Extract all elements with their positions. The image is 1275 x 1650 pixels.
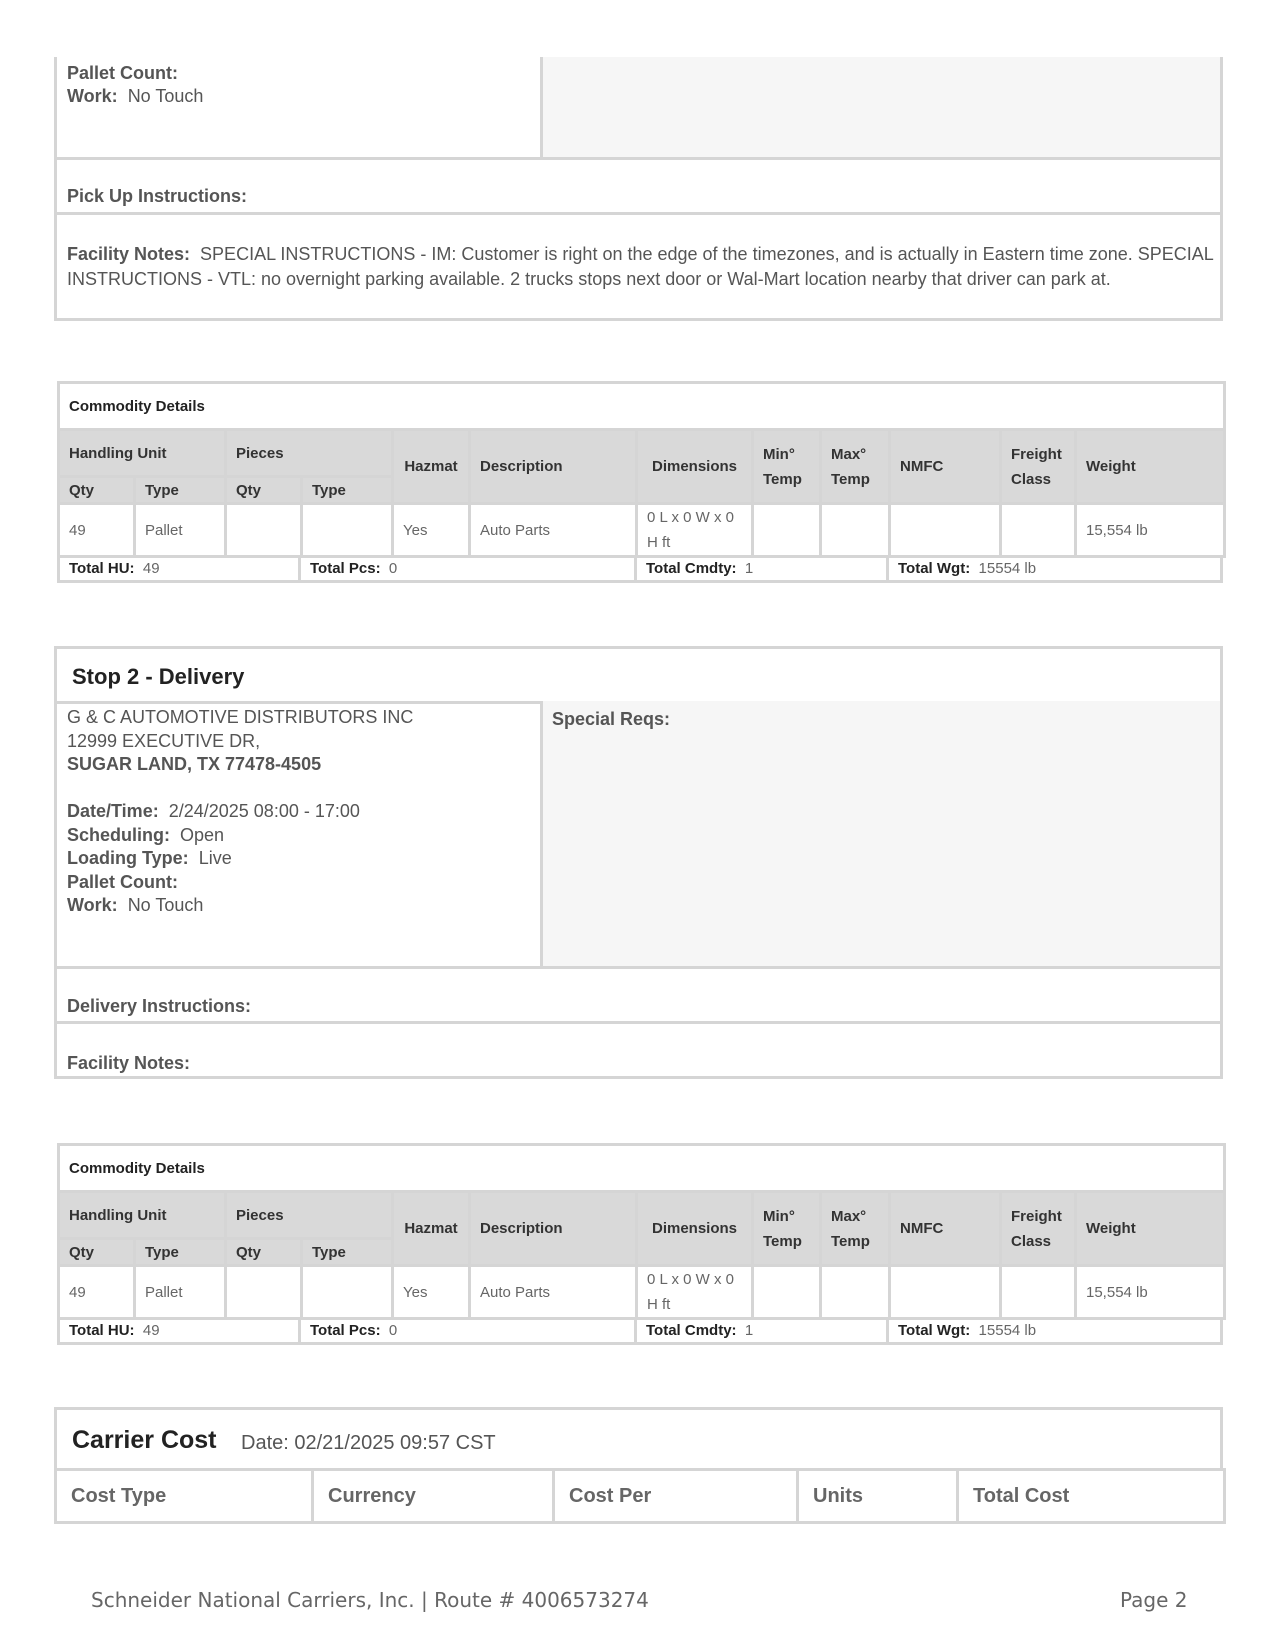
pcs-type-cell xyxy=(302,1266,393,1319)
loading-type-value: Live xyxy=(198,848,232,868)
total-cost-header: Total Cost xyxy=(958,1470,1225,1523)
work-label: Work: xyxy=(67,86,118,106)
pcs-qty-header: Qty xyxy=(226,1239,302,1266)
special-reqs-label: Special Reqs: xyxy=(552,709,671,729)
pcs-type-header: Type xyxy=(302,477,393,504)
freight-class-header: Freight Class xyxy=(1001,430,1076,504)
hu-qty-header: Qty xyxy=(59,477,135,504)
nmfc-cell xyxy=(890,504,1001,557)
hazmat-header: Hazmat xyxy=(393,430,470,504)
hu-type-cell: Pallet xyxy=(135,504,226,557)
hazmat-cell: Yes xyxy=(393,1266,470,1319)
total-pcs: Total Pcs: 0 xyxy=(298,555,637,583)
pallet-count-label: Pallet Count: xyxy=(67,63,178,83)
hu-qty-header: Qty xyxy=(59,1239,135,1266)
description-header: Description xyxy=(470,1192,637,1266)
footer-route: Schneider National Carriers, Inc. | Route # 4006573274 xyxy=(91,1588,649,1612)
work-value: No Touch xyxy=(127,895,204,915)
commodity-title: Commodity Details xyxy=(59,1145,1225,1192)
description-cell: Auto Parts xyxy=(470,504,637,557)
total-pcs: Total Pcs: 0 xyxy=(298,1317,637,1345)
hu-type-header: Type xyxy=(135,477,226,504)
max-temp-header: Max° Temp xyxy=(821,1192,890,1266)
city-state-zip: SUGAR LAND, TX 77478-4505 xyxy=(67,754,322,774)
company-name: G & C AUTOMOTIVE DISTRIBUTORS INC xyxy=(67,707,414,727)
hu-qty-cell: 49 xyxy=(59,504,135,557)
stop2-address xyxy=(67,706,413,918)
pcs-qty-cell xyxy=(226,1266,302,1319)
min-temp-cell xyxy=(753,1266,821,1319)
max-temp-cell xyxy=(821,1266,890,1319)
units-header: Units xyxy=(798,1470,958,1523)
total-cmdty: Total Cmdty: 1 xyxy=(634,1317,889,1345)
facility-notes-label: Facility Notes: xyxy=(67,244,191,264)
footer-page-number: Page 2 xyxy=(1120,1588,1188,1612)
weight-header: Weight xyxy=(1076,430,1225,504)
freight-class-cell xyxy=(1001,1266,1076,1319)
loading-type-label: Loading Type: xyxy=(67,848,189,868)
max-temp-cell xyxy=(821,504,890,557)
pcs-type-cell xyxy=(302,504,393,557)
total-hu: Total HU: 49 xyxy=(57,555,301,583)
stop2-special-reqs-area xyxy=(543,701,1220,966)
hazmat-header: Hazmat xyxy=(393,1192,470,1266)
total-wgt: Total Wgt: 15554 lb xyxy=(886,1317,1223,1345)
total-hu: Total HU: 49 xyxy=(57,1317,301,1345)
pcs-qty-cell xyxy=(226,504,302,557)
dimensions-header: Dimensions xyxy=(637,1192,753,1266)
address-line: 12999 EXECUTIVE DR, xyxy=(67,730,261,751)
dimensions-cell: 0 L x 0 W x 0 H ft xyxy=(637,504,753,557)
hazmat-cell: Yes xyxy=(393,504,470,557)
pcs-qty-header: Qty xyxy=(226,477,302,504)
stop2-title: Stop 2 - Delivery xyxy=(72,664,245,689)
weight-cell: 15,554 lb xyxy=(1076,504,1225,557)
freight-class-cell xyxy=(1001,504,1076,557)
facility-notes-value: SPECIAL INSTRUCTIONS - IM: Customer is right on the edge of the timezones, and is actually in Eastern time zone. SPECIAL INSTRUCTIONS - VTL: no overnight parking available. 2 trucks stops next door or Wal-Mart location nearby that driver can park at. xyxy=(67,244,1214,289)
freight-class-header: Freight Class xyxy=(1001,1192,1076,1266)
handling-unit-header: Handling Unit xyxy=(59,1192,226,1239)
work-value: No Touch xyxy=(127,86,204,106)
handling-unit-header: Handling Unit xyxy=(59,430,226,477)
carrier-cost-table xyxy=(54,1468,1226,1524)
min-temp-header: Min° Temp xyxy=(753,1192,821,1266)
nmfc-cell xyxy=(890,1266,1001,1319)
delivery-instructions-label: Delivery Instructions: xyxy=(67,996,252,1016)
stop1-special-reqs-area xyxy=(543,57,1220,157)
stop2-header xyxy=(54,646,1223,704)
scheduling-value: Open xyxy=(180,824,225,845)
carrier-cost-title: Carrier Cost xyxy=(72,1426,217,1454)
facility-notes-label: Facility Notes: xyxy=(67,1053,191,1073)
total-wgt: Total Wgt: 15554 lb xyxy=(886,555,1223,583)
stop2-facility-notes-row xyxy=(54,1021,1223,1079)
hu-type-header: Type xyxy=(135,1239,226,1266)
table-row xyxy=(59,1266,1225,1319)
scheduling-label: Scheduling: xyxy=(67,824,170,845)
hu-qty-cell: 49 xyxy=(59,1266,135,1319)
pcs-type-header: Type xyxy=(302,1239,393,1266)
hu-type-cell: Pallet xyxy=(135,1266,226,1319)
pieces-header: Pieces xyxy=(226,1192,393,1239)
weight-cell: 15,554 lb xyxy=(1076,1266,1225,1319)
carrier-cost-date: Date: 02/21/2025 09:57 CST xyxy=(241,1432,496,1454)
stop1-details xyxy=(67,62,203,108)
cost-type-header: Cost Type xyxy=(56,1470,313,1523)
total-cmdty: Total Cmdty: 1 xyxy=(634,555,889,583)
pallet-count-label: Pallet Count: xyxy=(67,871,178,892)
datetime-label: Date/Time: xyxy=(67,801,159,821)
dimensions-cell: 0 L x 0 W x 0 H ft xyxy=(637,1266,753,1319)
nmfc-header: NMFC xyxy=(890,1192,1001,1266)
table-row xyxy=(59,504,1225,557)
stop1-facility-notes-row xyxy=(54,212,1223,321)
max-temp-header: Max° Temp xyxy=(821,430,890,504)
currency-header: Currency xyxy=(313,1470,554,1523)
nmfc-header: NMFC xyxy=(890,430,1001,504)
weight-header: Weight xyxy=(1076,1192,1225,1266)
min-temp-cell xyxy=(753,504,821,557)
commodity-table-1 xyxy=(57,381,1226,558)
pieces-header: Pieces xyxy=(226,430,393,477)
description-header: Description xyxy=(470,430,637,504)
delivery-instructions-row xyxy=(54,966,1223,1024)
min-temp-header: Min° Temp xyxy=(753,430,821,504)
cost-per-header: Cost Per xyxy=(554,1470,798,1523)
pickup-instructions-label: Pick Up Instructions: xyxy=(67,186,248,206)
work-label: Work: xyxy=(67,895,118,915)
pickup-instructions-row xyxy=(54,157,1223,215)
dimensions-header: Dimensions xyxy=(637,430,753,504)
carrier-cost-header xyxy=(54,1407,1223,1471)
commodity-title: Commodity Details xyxy=(59,383,1225,430)
datetime-value: 2/24/2025 08:00 - 17:00 xyxy=(168,801,360,821)
commodity-table-2 xyxy=(57,1143,1226,1320)
description-cell: Auto Parts xyxy=(470,1266,637,1319)
